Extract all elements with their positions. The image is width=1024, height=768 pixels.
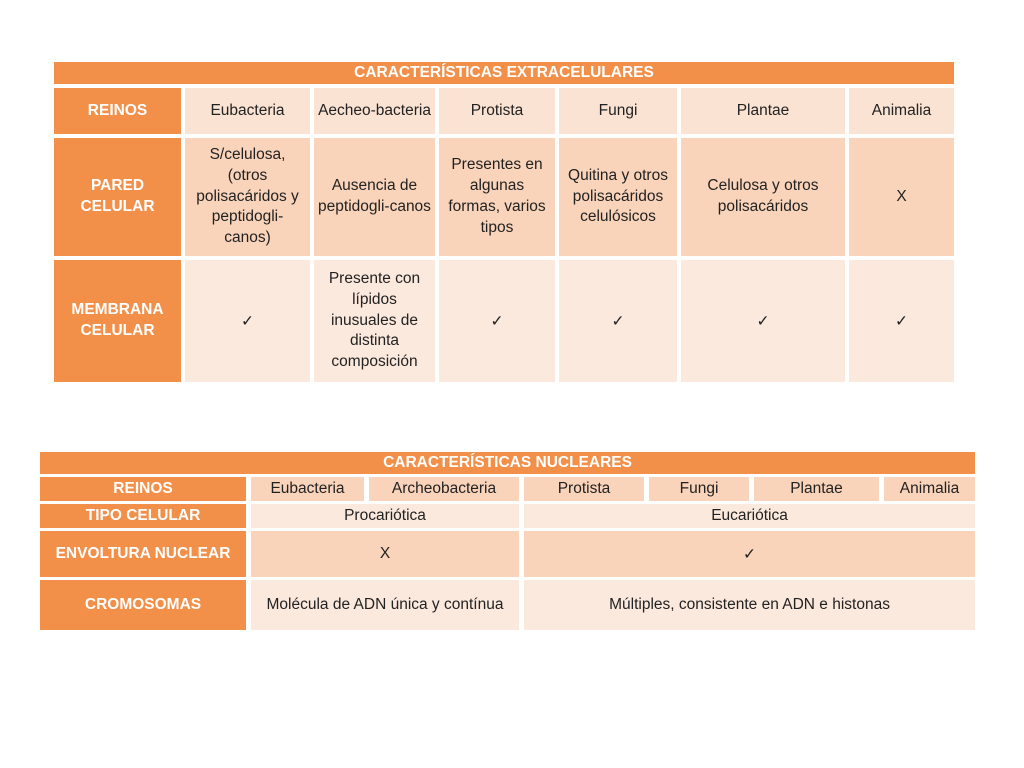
check-icon: ✓: [439, 260, 559, 382]
row-header-reinos: REINOS: [40, 477, 251, 504]
pared-cell: Ausencia de peptidogli-canos: [314, 138, 439, 260]
check-icon: ✓: [524, 531, 975, 580]
envoltura-cell: X: [251, 531, 524, 580]
kingdom-cell: Animalia: [849, 88, 954, 138]
kingdom-cell: Fungi: [649, 477, 754, 504]
nuclear-characteristics-table: [40, 452, 975, 630]
kingdom-cell: Archeobacteria: [369, 477, 524, 504]
extracellular-title: CARACTERÍSTICAS EXTRACELULARES: [54, 62, 954, 88]
kingdom-cell: Aecheo-bacteria: [314, 88, 439, 138]
check-icon: ✓: [559, 260, 681, 382]
row-header-reinos: REINOS: [54, 88, 185, 138]
tipo-cell: Procariótica: [251, 504, 524, 531]
extracellular-characteristics-table: [54, 62, 954, 382]
pared-cell: Presentes en algunas formas, varios tipos: [439, 138, 559, 260]
row-header-envoltura-nuclear: ENVOLTURA NUCLEAR: [40, 531, 251, 580]
row-header-tipo-celular: TIPO CELULAR: [40, 504, 251, 531]
kingdom-cell: Eubacteria: [251, 477, 369, 504]
cromosomas-cell: Molécula de ADN única y contínua: [251, 580, 524, 630]
kingdom-cell: Animalia: [884, 477, 975, 504]
pared-cell: Quitina y otros polisacáridos celulósicos: [559, 138, 681, 260]
row-header-pared-celular: PARED CELULAR: [54, 138, 185, 260]
cromosomas-cell: Múltiples, consistente en ADN e histonas: [524, 580, 975, 630]
nuclear-title: CARACTERÍSTICAS NUCLEARES: [40, 452, 975, 477]
check-icon: ✓: [185, 260, 314, 382]
check-icon: ✓: [849, 260, 954, 382]
membrana-cell: Presente con lípidos inusuales de distinta composición: [314, 260, 439, 382]
kingdom-cell: Plantae: [681, 88, 849, 138]
pared-cell: Celulosa y otros polisacáridos: [681, 138, 849, 260]
kingdom-cell: Fungi: [559, 88, 681, 138]
row-header-membrana-celular: MEMBRANA CELULAR: [54, 260, 185, 382]
kingdom-cell: Protista: [439, 88, 559, 138]
kingdom-cell: Plantae: [754, 477, 884, 504]
tipo-cell: Eucariótica: [524, 504, 975, 531]
check-icon: ✓: [681, 260, 849, 382]
kingdom-cell: Protista: [524, 477, 649, 504]
kingdom-cell: Eubacteria: [185, 88, 314, 138]
row-header-cromosomas: CROMOSOMAS: [40, 580, 251, 630]
pared-cell: S/celulosa, (otros polisacáridos y peptidogli-canos): [185, 138, 314, 260]
pared-cell: X: [849, 138, 954, 260]
